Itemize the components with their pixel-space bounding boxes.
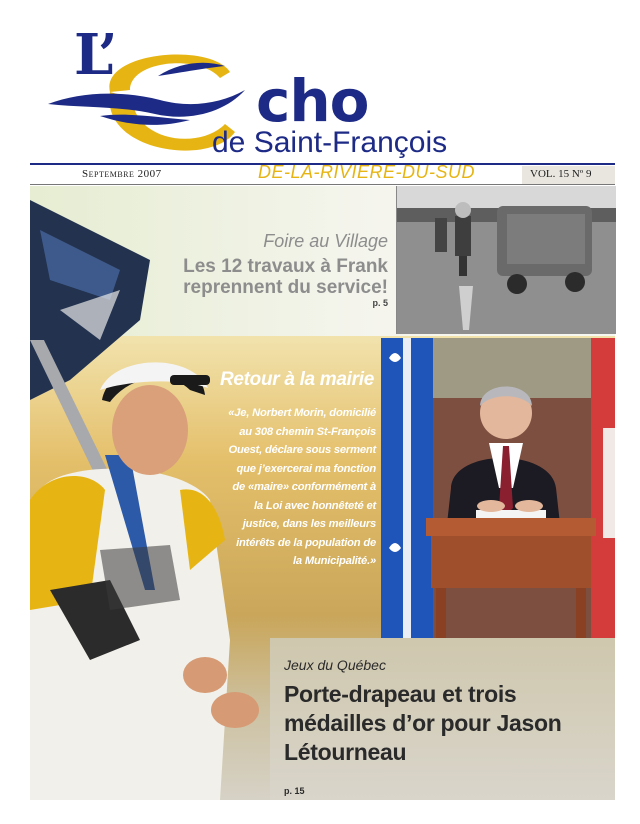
jeux-headline[interactable]: Porte-drapeau et trois médailles d’or pour Jason Létourneau (284, 681, 562, 765)
issue-date: Septembre 2007 (82, 168, 162, 180)
masthead-river: DE-LA-RIVIERE-DU-SUD (258, 162, 476, 182)
masthead (0, 0, 640, 170)
masthead-title-cho: cho (256, 67, 369, 135)
mayor-signing-photo (381, 338, 615, 638)
masthead-title-l: L’ (74, 22, 116, 88)
issue-volume: VOL. 15 Nº 9 (530, 168, 592, 180)
foire-kicker: Foire au Village (263, 231, 388, 251)
jeux-kicker: Jeux du Québec (284, 657, 386, 673)
jeux-page-ref: p. 15 (284, 786, 305, 796)
fair-photo (396, 186, 616, 334)
foire-headline[interactable]: Les 12 travaux à Frank reprennent du service! (183, 256, 388, 299)
fair-photo-image (397, 186, 616, 334)
mayor-photo-image (381, 338, 615, 638)
masthead-rule-bottom (30, 184, 615, 185)
mairie-kicker[interactable]: Retour à la mairie (219, 369, 374, 390)
foire-page-ref: p. 5 (372, 298, 388, 308)
masthead-subtitle: de Saint-François (212, 126, 448, 159)
mairie-quote: «Je, Norbert Morin, domicilié au 308 chemin St-François Ouest, déclare sous serment que j’exercerai ma fonction de «maire» conformément à la Loi avec honnêteté et justice, dans les meilleurs intérêts de la population de la Municipalité.» (228, 407, 376, 567)
